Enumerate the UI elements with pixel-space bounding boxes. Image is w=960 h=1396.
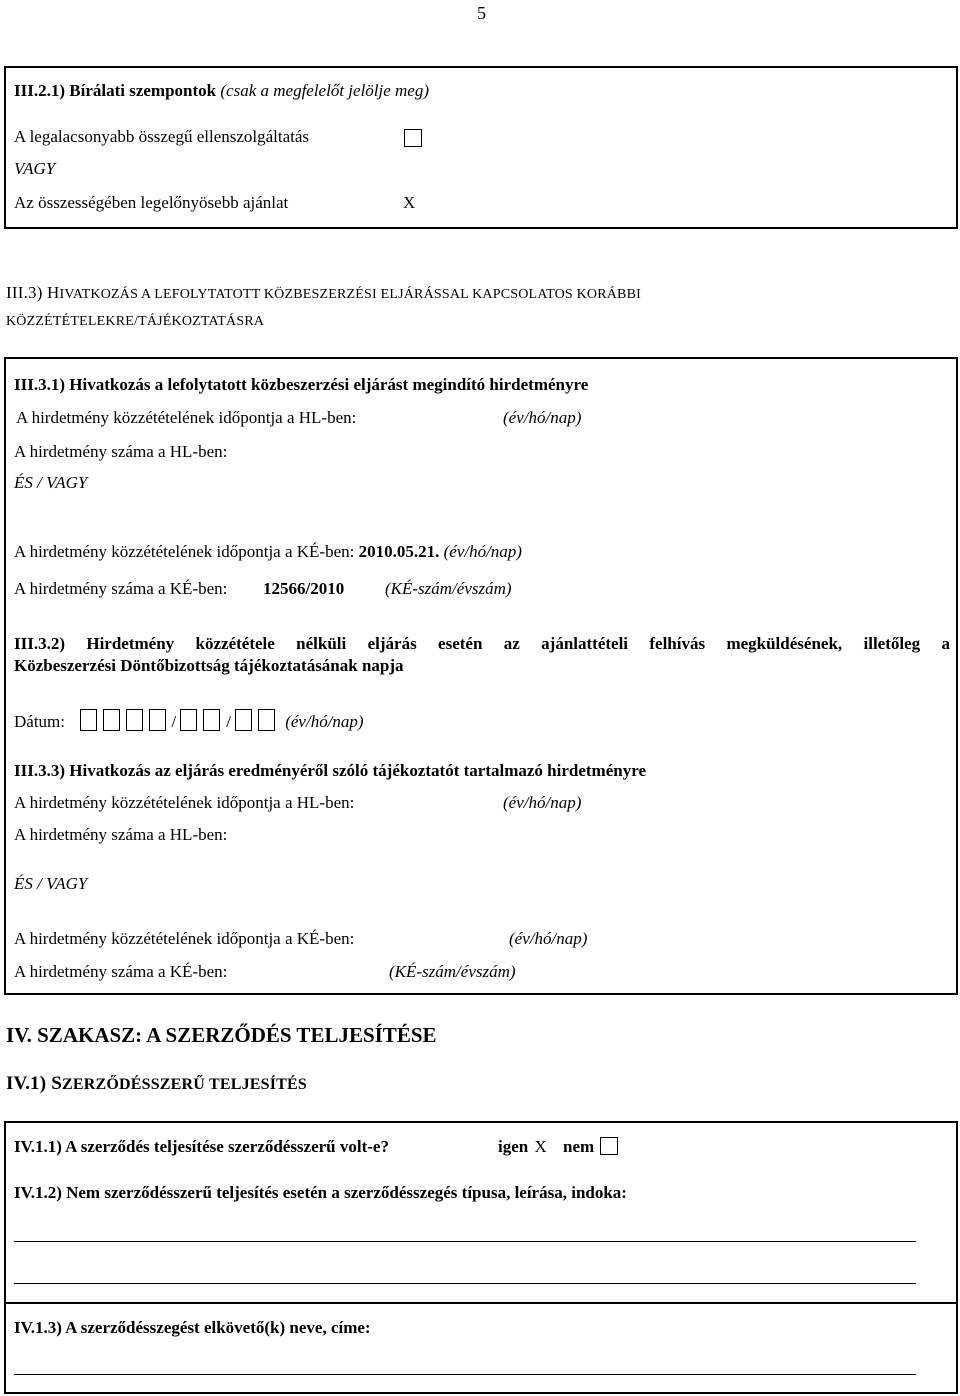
- award-criteria-box: [4, 66, 958, 229]
- year-digit-box[interactable]: [103, 709, 120, 731]
- year-digit-box[interactable]: [80, 709, 97, 731]
- s333-ke-date-label: A hirdetmény közzétételének időpontja a KÉ-ben:: [14, 929, 355, 948]
- s332-title-line2: Közbeszerzési Döntőbizottság tájékoztatásának napja: [14, 656, 404, 675]
- section-4-1-heading-part1: IV.1) S: [6, 1073, 62, 1094]
- section-3-3-heading-part1: III.3) H: [6, 283, 60, 302]
- best-value-label: Az összességében legelőnyösebb ajánlat: [14, 193, 289, 212]
- no-checkbox[interactable]: [600, 1137, 618, 1155]
- contract-performance-box: [4, 1121, 958, 1304]
- s332-date-row: [14, 709, 364, 732]
- lowest-price-checkbox[interactable]: [404, 129, 422, 147]
- s331-ke-number-format: (KÉ-szám/évszám): [385, 579, 512, 598]
- breach-party-box: [4, 1302, 958, 1394]
- page-number: 5: [477, 3, 486, 23]
- section-4-1-heading-part2: ZERZŐDÉSSZERŰ TELJESÍTÉS: [61, 1076, 308, 1093]
- s331-ke-number-value: 12566/2010: [263, 579, 345, 598]
- year-digit-box[interactable]: [149, 709, 166, 731]
- s331-title: III.3.1) Hivatkozás a lefolytatott közbeszerzési eljárást megindító hirdetményre: [14, 375, 589, 394]
- date-separator: /: [226, 712, 231, 731]
- s411-answer-row: [498, 1137, 618, 1157]
- s413-question: IV.1.3) A szerződésszegést elkövető(k) neve, címe:: [14, 1318, 371, 1337]
- s331-hl-date-format: (év/hó/nap): [503, 408, 582, 427]
- s332-date-format: (év/hó/nap): [285, 712, 364, 731]
- s331-ke-date-row: [14, 542, 522, 562]
- s331-hl-date-label: A hirdetmény közzétételének időpontja a HL-ben:: [16, 408, 357, 427]
- answer-line[interactable]: [14, 1241, 916, 1242]
- s333-ke-number-format: (KÉ-szám/évszám): [389, 962, 516, 981]
- section-3-3-heading-part2: IVATKOZÁS A LEFOLYTATOTT KÖZBESZERZÉSI ELJÁRÁSSAL KAPCSOLATOS KORÁBBI: [59, 287, 641, 302]
- month-digit-box[interactable]: [203, 709, 220, 731]
- day-digit-box[interactable]: [235, 709, 252, 731]
- answer-line[interactable]: [14, 1374, 916, 1375]
- or-label: VAGY: [14, 159, 56, 178]
- s333-hl-date-format: (év/hó/nap): [503, 793, 582, 812]
- s333-hl-date-label: A hirdetmény közzétételének időpontja a HL-ben:: [14, 793, 355, 812]
- s331-ke-date-label: A hirdetmény közzétételének időpontja a KÉ-ben:: [14, 542, 355, 561]
- section-3-3-heading-line2: KÖZZÉTÉTELEKRE/TÁJÉKOZTATÁSRA: [6, 314, 265, 329]
- s331-and-or: ÉS / VAGY: [14, 473, 88, 492]
- yes-label: igen: [498, 1137, 529, 1156]
- s331-ke-date-format: (év/hó/nap): [443, 542, 522, 561]
- award-criteria-title: III.2.1) Bírálati szempontok: [14, 81, 217, 100]
- s332-date-label: Dátum:: [14, 712, 65, 731]
- s411-question-row: [14, 1137, 389, 1157]
- date-separator: /: [171, 712, 177, 731]
- s411-question: IV.1.1) A szerződés teljesítése szerződésszerű volt-e?: [14, 1137, 389, 1156]
- s332-title-line1: III.3.2) Hirdetmény közzététele nélküli eljárás esetén az ajánlattételi felhívás megküldésének, illetőleg a: [14, 634, 950, 653]
- s333-ke-date-format: (év/hó/nap): [509, 929, 588, 948]
- section-3-3-heading: [6, 283, 641, 305]
- s331-ke-date-value: 2010.05.21.: [358, 542, 440, 561]
- award-criteria-heading: [14, 81, 429, 101]
- s333-ke-number-label: A hirdetmény száma a KÉ-ben:: [14, 962, 228, 981]
- answer-line[interactable]: [14, 1283, 916, 1284]
- award-criteria-note: (csak a megfelelőt jelölje meg): [220, 81, 430, 100]
- lowest-price-label: A legalacsonyabb összegű ellenszolgáltatás: [14, 127, 310, 146]
- no-label: nem: [563, 1137, 595, 1156]
- s333-hl-number-label: A hirdetmény száma a HL-ben:: [14, 825, 228, 844]
- s333-and-or: ÉS / VAGY: [14, 874, 88, 893]
- day-digit-box[interactable]: [258, 709, 275, 731]
- year-digit-box[interactable]: [126, 709, 143, 731]
- section-4-1-heading: [6, 1072, 307, 1097]
- s412-question: IV.1.2) Nem szerződésszerű teljesítés esetén a szerződésszegés típusa, leírása, indoka:: [14, 1183, 627, 1202]
- month-digit-box[interactable]: [180, 709, 197, 731]
- best-value-check-mark[interactable]: X: [403, 193, 416, 212]
- yes-check-mark[interactable]: X: [534, 1137, 547, 1156]
- s333-title: III.3.3) Hivatkozás az eljárás eredményéről szóló tájékoztatót tartalmazó hirdetményre: [14, 761, 646, 780]
- section-4-heading: IV. SZAKASZ: A SZERZŐDÉS TELJESÍTÉSE: [6, 1023, 437, 1047]
- prior-publications-box: [4, 357, 958, 995]
- s331-ke-number-label: A hirdetmény száma a KÉ-ben:: [14, 579, 228, 598]
- s331-hl-number-label: A hirdetmény száma a HL-ben:: [14, 442, 228, 461]
